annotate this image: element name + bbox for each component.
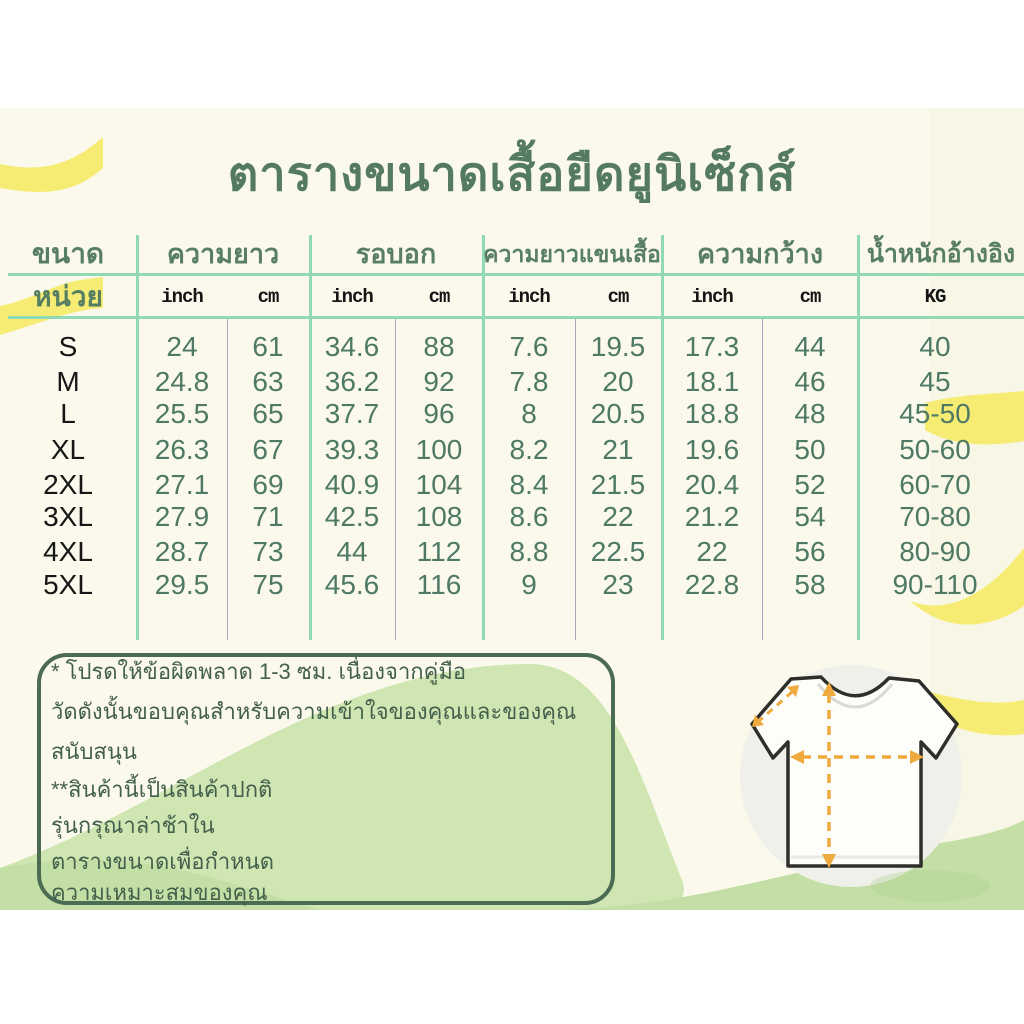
size-label: XL xyxy=(50,434,86,465)
value-cell: 21.2 xyxy=(684,501,740,532)
value-cell: 19.5 xyxy=(590,331,646,362)
note-line: สนับสนุน xyxy=(51,739,137,764)
value-cell: 9 xyxy=(521,569,537,600)
value-cell: 19.6 xyxy=(684,434,740,465)
value-cell: 45 xyxy=(919,366,951,397)
value-cell: 27.1 xyxy=(154,469,210,500)
size-label: 4XL xyxy=(43,536,93,567)
value-cell: 39.3 xyxy=(324,434,380,465)
value-cell: 70-80 xyxy=(899,501,971,532)
value-cell: 36.2 xyxy=(324,366,380,397)
value-cell: 54 xyxy=(794,501,826,532)
value-cell: 26.3 xyxy=(154,434,210,465)
value-cell: 18.1 xyxy=(684,366,740,397)
value-cell: 20.5 xyxy=(590,398,646,429)
value-cell: 58 xyxy=(794,569,826,600)
value-cell: 65 xyxy=(252,398,284,429)
group-header: ความกว้าง xyxy=(696,239,824,269)
group-header: รอบอก xyxy=(355,239,437,269)
unit-label: cm xyxy=(428,286,450,308)
unit-label: inch xyxy=(508,286,550,308)
unit-label: inch xyxy=(161,286,203,308)
value-cell: 50-60 xyxy=(899,434,971,465)
note-line: วัดดังนั้นขอบคุณสำหรับความเข้าใจของคุณและของคุณ xyxy=(51,699,577,724)
unit-label: inch xyxy=(691,286,733,308)
value-cell: 100 xyxy=(415,434,463,465)
unit-label: cm xyxy=(607,286,629,308)
value-cell: 46 xyxy=(794,366,826,397)
note-line: * โปรดให้ข้อผิดพลาด 1-3 ซม. เนื่องจากคู่มือ xyxy=(51,659,467,684)
value-cell: 67 xyxy=(252,434,284,465)
value-cell: 44 xyxy=(794,331,826,362)
note-line: ตารางขนาดเพื่อกำหนด xyxy=(51,849,275,874)
value-cell: 52 xyxy=(794,469,826,500)
group-header: ขนาด xyxy=(31,238,105,269)
value-cell: 112 xyxy=(416,536,462,567)
value-cell: 63 xyxy=(252,366,284,397)
value-cell: 116 xyxy=(416,569,462,600)
value-cell: 22.5 xyxy=(590,536,646,567)
value-cell: 75 xyxy=(252,569,284,600)
value-cell: 8.6 xyxy=(509,501,549,532)
value-cell: 45.6 xyxy=(324,569,380,600)
size-label: 5XL xyxy=(43,569,93,600)
note-line: ความเหมาะสมของคุณ xyxy=(51,880,268,905)
value-cell: 69 xyxy=(252,469,284,500)
value-cell: 25.5 xyxy=(154,398,210,429)
group-header: น้ำหนักอ้างอิง xyxy=(866,240,1016,268)
value-cell: 37.7 xyxy=(324,398,380,429)
value-cell: 28.7 xyxy=(154,536,210,567)
value-cell: 21 xyxy=(602,434,634,465)
value-cell: 48 xyxy=(794,398,826,429)
value-cell: 7.8 xyxy=(509,366,549,397)
group-header: ความยาวแขนเสื้อ xyxy=(483,241,661,267)
value-cell: 96 xyxy=(423,398,455,429)
value-cell: 20.4 xyxy=(684,469,740,500)
size-label: L xyxy=(60,398,76,429)
page-title: ตารางขนาดเสื้อยืดยูนิเซ็กส์ xyxy=(227,147,797,200)
tshirt-ground-shadow xyxy=(870,870,990,902)
size-label: 2XL xyxy=(43,469,93,500)
value-cell: 34.6 xyxy=(324,331,380,362)
value-cell: 29.5 xyxy=(154,569,210,600)
value-cell: 90-110 xyxy=(892,569,978,600)
value-cell: 50 xyxy=(794,434,826,465)
value-cell: 8.4 xyxy=(509,469,549,500)
value-cell: 92 xyxy=(423,366,455,397)
value-cell: 20 xyxy=(602,366,634,397)
value-cell: 40 xyxy=(919,331,951,362)
value-cell: 17.3 xyxy=(684,331,740,362)
unit-label: inch xyxy=(331,286,373,308)
value-cell: 56 xyxy=(794,536,826,567)
value-cell: 45-50 xyxy=(899,398,971,429)
value-cell: 8.8 xyxy=(509,536,549,567)
value-cell: 22 xyxy=(696,536,728,567)
value-cell: 24 xyxy=(166,331,198,362)
unit-label: KG xyxy=(924,286,946,308)
value-cell: 71 xyxy=(252,501,284,532)
note-line: รุ่นกรุณาล่าช้าใน xyxy=(51,813,215,838)
value-cell: 108 xyxy=(415,501,463,532)
value-cell: 8 xyxy=(521,398,537,429)
unit-label: cm xyxy=(799,286,821,308)
value-cell: 40.9 xyxy=(324,469,380,500)
value-cell: 73 xyxy=(252,536,284,567)
value-cell: 80-90 xyxy=(899,536,971,567)
value-cell: 42.5 xyxy=(324,501,380,532)
value-cell: 61 xyxy=(252,331,284,362)
value-cell: 24.8 xyxy=(154,366,210,397)
note-line: **สินค้านี้เป็นสินค้าปกติ xyxy=(51,777,273,802)
size-label: S xyxy=(58,331,78,362)
value-cell: 8.2 xyxy=(509,434,549,465)
size-label: 3XL xyxy=(43,501,93,532)
value-cell: 23 xyxy=(602,569,634,600)
value-cell: 88 xyxy=(423,331,455,362)
value-cell: 27.9 xyxy=(154,501,210,532)
unit-row-label: หน่วย xyxy=(33,281,103,312)
group-header: ความยาว xyxy=(166,239,280,269)
value-cell: 7.6 xyxy=(509,331,549,362)
value-cell: 104 xyxy=(415,469,463,500)
size-label: M xyxy=(56,366,80,397)
header-divider-line xyxy=(8,316,1024,319)
value-cell: 21.5 xyxy=(590,469,646,500)
value-cell: 60-70 xyxy=(899,469,971,500)
value-cell: 22 xyxy=(602,501,634,532)
value-cell: 18.8 xyxy=(684,398,740,429)
unit-label: cm xyxy=(257,286,279,308)
value-cell: 22.8 xyxy=(684,569,740,600)
value-cell: 44 xyxy=(336,536,368,567)
